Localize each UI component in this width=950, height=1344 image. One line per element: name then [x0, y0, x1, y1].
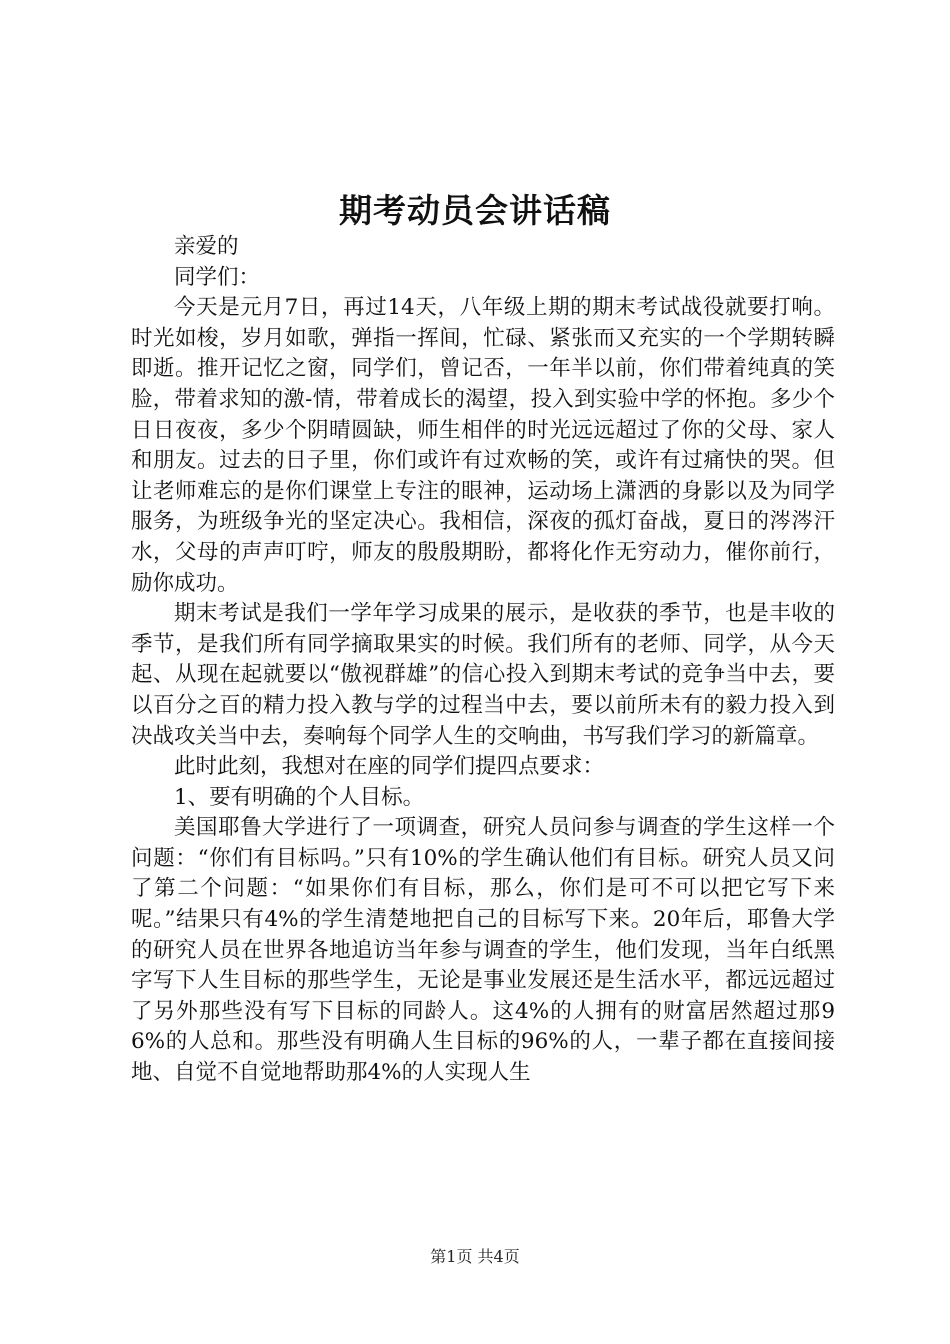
paragraph-yale-study: 美国耶鲁大学进行了一项调查，研究人员问参与调查的学生这样一个问题：“你们有目标吗。”只有10%的学生确认他们有目标。研究人员又问了第二个问题：“如果你们有目标，那么，你们是可不可以把它写下来呢。”结果只有4%的学生清楚地把自己的目标写下来。20年后，耶鲁大学的研究人员在世界各地追访当年参与调查的学生，他们发现，当年白纸黑字写下人生目标的那些学生，无论是事业发展还是生活水平，都远远超过了另外那些没有写下目标的同龄人。这4%的人拥有的财富居然超过那96%的人总和。那些没有明确人生目标的96%的人，一辈子都在直接间接地、自觉不自觉地帮助那4%的人实现人生 [131, 815, 835, 1086]
paragraph-intro: 今天是元月7日，再过14天，八年级上期的期末考试战役就要打响。时光如梭，岁月如歌，弹指一挥间，忙碌、紧张而又充实的一个学期转瞬即逝。推开记忆之窗，同学们，曾记否，一年半以前，你们带着纯真的笑脸，带着求知的激-情，带着成长的渴望，投入到实验中学的怀抱。多少个日日夜夜，多少个阴晴圆缺，师生相伴的时光远远超过了你的父母、家人和朋友。过去的日子里，你们或许有过欢畅的笑，或许有过痛快的哭。但让老师难忘的是你们课堂上专注的眼神，运动场上潇洒的身影以及为同学服务，为班级争光的坚定决心。我相信，深夜的孤灯奋战，夏日的涔涔汗水，父母的声声叮咛，师友的殷殷期盼，都将化作无穷动力，催你前行，励你成功。 [131, 295, 835, 596]
page-footer: 第1页 共4页 [430, 1247, 520, 1266]
paragraph-requirements-lead: 此时此刻，我想对在座的同学们提四点要求： [174, 754, 605, 780]
paragraph-exam-significance: 期末考试是我们一学年学习成果的展示，是收获的季节，也是丰收的季节，是我们所有同学摘取果实的时候。我们所有的老师、同学，从今天起、从现在起就要以“傲视群雄”的信心投入到期末考试的竞争当中去，要以百分之百的精力投入教与学的过程当中去，要以前所未有的毅力投入到决战攻关当中去，奏响每个同学人生的交响曲，书写我们学习的新篇章。 [131, 601, 835, 749]
paragraph-salutation: 同学们： [174, 264, 261, 290]
document-body [131, 232, 835, 1089]
paragraph-requirement-1-heading: 1、要有明确的个人目标。 [174, 784, 425, 810]
page-title: 期考动员会讲话稿 [339, 191, 611, 230]
paragraph-greeting: 亲爱的 [174, 234, 239, 259]
